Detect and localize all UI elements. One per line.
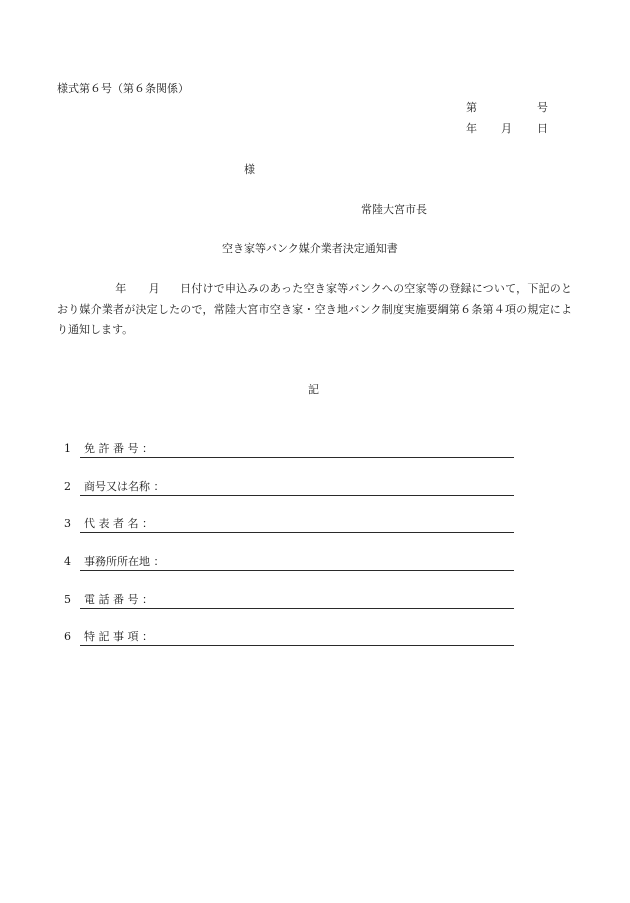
field-number: 6 [64,630,71,643]
field-license-number [64,442,514,458]
field-number: 2 [64,480,71,493]
field-trade-name [64,480,514,496]
field-number: 3 [64,517,71,530]
field-label: 商号又は名称 ： [84,480,165,493]
fill-in-line[interactable] [80,457,514,458]
fill-in-line[interactable] [80,532,514,533]
field-label: 代 表 者 名 ： [84,517,153,530]
document-number-suffix: 号 [537,101,548,114]
field-number: 5 [64,593,71,606]
document-title: 空き家等バンク媒介業者決定通知書 [222,242,398,255]
field-number: 4 [64,555,71,568]
fill-in-line[interactable] [80,570,514,571]
field-special-notes [64,630,514,646]
body-text: 日付けで申込みのあった空き家等バンクへの空家等の登録について，下記のとおり媒介業者が決定したので，常陸大宮市空き家・空き地バンク制度実施要綱第６条第４項の規定により通知します。 [57,282,573,336]
fill-in-line[interactable] [80,495,514,496]
field-number: 1 [64,442,71,455]
field-label: 電 話 番 号 ： [84,593,153,606]
field-representative-name [64,517,514,533]
document-number-prefix: 第 [466,101,477,114]
date-year: 年 [466,122,477,135]
notice-body [57,279,572,341]
sender-name: 常陸大宮市長 [361,203,427,216]
field-label: 事務所所在地 ： [84,555,165,568]
field-label: 免 許 番 号 ： [84,442,153,455]
field-phone-number [64,593,514,609]
ki-heading: 記 [308,383,319,396]
date-day: 日 [537,122,548,135]
field-label: 特 記 事 項 ： [84,630,153,643]
date-month: 月 [501,122,512,135]
addressee-suffix: 様 [244,163,255,176]
body-year: 年 [115,282,127,295]
body-month: 月 [148,282,160,295]
field-office-address [64,555,514,571]
fill-in-line[interactable] [80,608,514,609]
fill-in-line[interactable] [80,645,514,646]
form-label: 様式第６号（第６条関係） [57,82,189,95]
